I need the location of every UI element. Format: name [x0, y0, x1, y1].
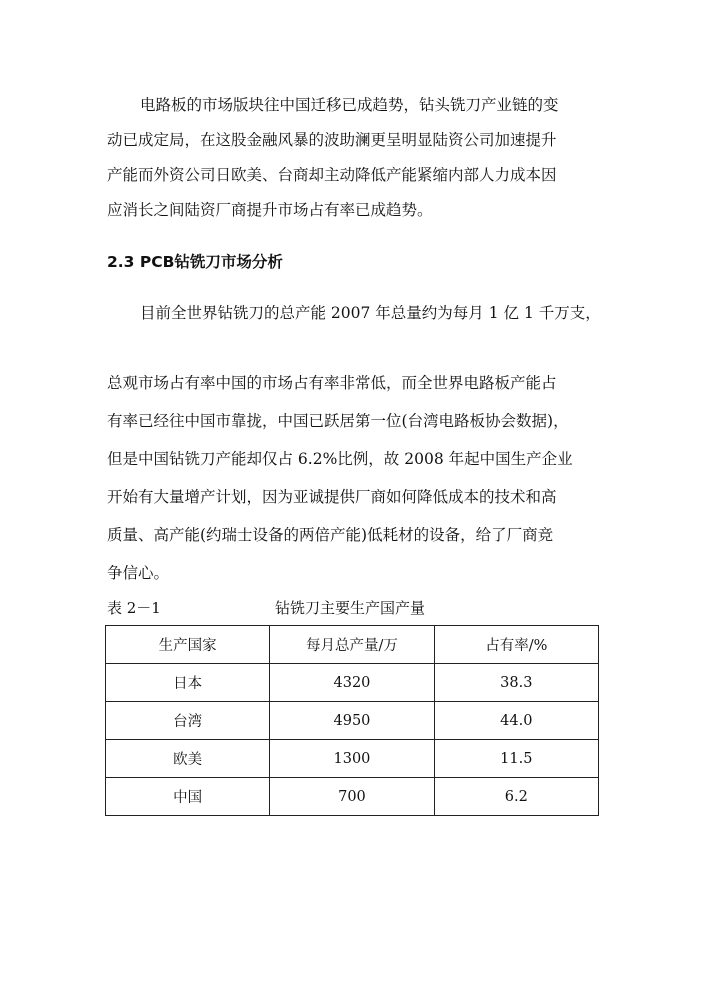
paragraph-line: 但是中国钻铣刀产能却仅占 6.2%比例，故 2008 年起中国生产企业 — [107, 450, 573, 468]
paragraph-line: 电路板的市场版块往中国迁移已成趋势，钻头铣刀产业链的变 — [140, 96, 559, 114]
paragraph-line: 质量、高产能(约瑞士设备的两倍产能)低耗材的设备，给了厂商竞 — [107, 526, 554, 544]
paragraph-line: 总观市场占有率中国的市场占有率非常低，而全世界电路板产能占 — [107, 374, 557, 392]
cell-share: 38.3 — [434, 664, 598, 702]
table-header-row — [106, 626, 599, 664]
header-share: 占有率/% — [434, 626, 598, 664]
section-heading: 2.3 PCB钻铣刀市场分析 — [107, 253, 283, 271]
cell-output: 700 — [270, 778, 434, 816]
cell-output: 1300 — [270, 740, 434, 778]
table-row — [106, 702, 599, 740]
table-caption-number: 表 2－1 — [107, 599, 161, 617]
cell-output: 4950 — [270, 702, 434, 740]
header-country: 生产国家 — [106, 626, 270, 664]
table-row — [106, 664, 599, 702]
production-table — [105, 625, 599, 816]
cell-country: 日本 — [106, 664, 270, 702]
paragraph-line: 争信心。 — [107, 564, 170, 582]
table-row — [106, 778, 599, 816]
table-caption-title: 钻铣刀主要生产国产量 — [275, 599, 426, 617]
paragraph-line: 开始有大量增产计划，因为亚诚提供厂商如何降低成本的技术和高 — [107, 488, 557, 506]
cell-share: 11.5 — [434, 740, 598, 778]
cell-country: 中国 — [106, 778, 270, 816]
table-row — [106, 740, 599, 778]
cell-output: 4320 — [270, 664, 434, 702]
cell-share: 44.0 — [434, 702, 598, 740]
cell-share: 6.2 — [434, 778, 598, 816]
paragraph-line: 有率已经往中国市靠拢，中国已跃居第一位(台湾电路板协会数据)， — [107, 412, 569, 430]
cell-country: 台湾 — [106, 702, 270, 740]
paragraph-line: 动已成定局，在这股金融风暴的波助澜更呈明显陆资公司加速提升 — [107, 131, 557, 149]
paragraph-capacity: 目前全世界钻铣刀的总产能 2007 年总量约为每月 1 亿 1 千万支， — [140, 304, 601, 322]
header-monthly-output: 每月总产量/万 — [270, 626, 434, 664]
paragraph-line: 产能而外资公司日欧美、台商却主动降低产能紧缩内部人力成本因 — [107, 166, 557, 184]
cell-country: 欧美 — [106, 740, 270, 778]
paragraph-line: 应消长之间陆资厂商提升市场占有率已成趋势。 — [107, 201, 433, 219]
